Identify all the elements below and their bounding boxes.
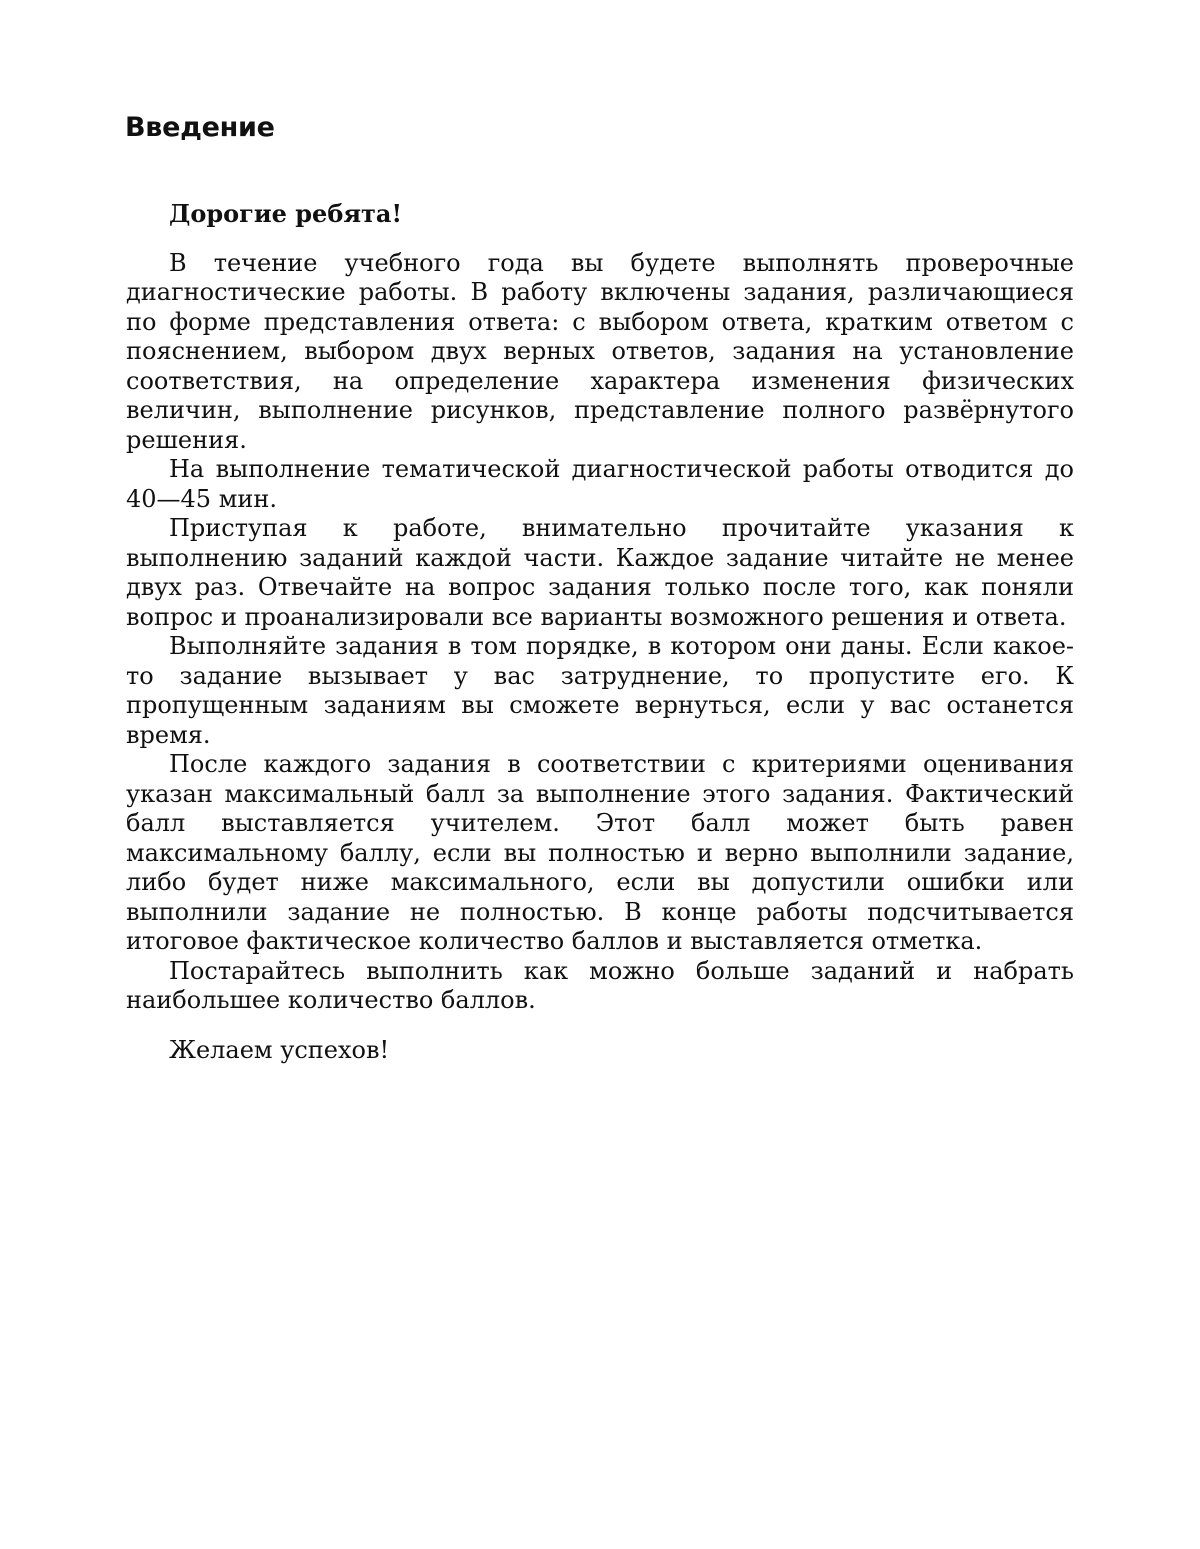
paragraph-4: Выполняйте задания в том порядке, в котором они даны. Если какое-то задание вызывает у вас затруднение, то пропустите его. К пропущенным заданиям вы сможете вернуться, если у вас останется время. <box>126 632 1074 749</box>
paragraph-2: На выполнение тематической диагностической работы отводится до 40—45 мин. <box>126 455 1074 513</box>
page-title: Введение <box>125 112 275 143</box>
closing-wish: Желаем успехов! <box>169 1035 390 1064</box>
paragraph-6: Постарайтесь выполнить как можно больше заданий и набрать наибольшее количество баллов. <box>126 956 1074 1014</box>
body-text <box>126 199 1074 1065</box>
paragraph-5: После каждого задания в соответствии с критериями оценивания указан максимальный балл за выполнение этого задания. Фактический балл выставляется учителем. Этот балл может быть равен максимальному баллу, если вы полностью и верно выполнили задание, либо будет ниже максимального, если вы допустили ошибки или выполнили задание не полностью. В конце работы подсчитывается итоговое фактическое количество баллов и выставляется отметка. <box>126 750 1074 955</box>
greeting: Дорогие ребята! <box>169 199 403 228</box>
paragraph-1: В течение учебного года вы будете выполнять проверочные диагностические работы. В работу включены задания, различающиеся по форме представления ответа: с выбором ответа, кратким ответом с пояснением, выбором двух верных ответов, задания на установление соответствия, на определение характера изменения физических величин, выполнение рисунков, представление полного развёрнутого решения. <box>126 248 1074 454</box>
paragraph-3: Приступая к работе, внимательно прочитайте указания к выполнению заданий каждой части. Каждое задание читайте не менее двух раз. Отвечайте на вопрос задания только после того, как поняли вопрос и проанализировали все варианты возможного решения и ответа. <box>126 514 1074 631</box>
